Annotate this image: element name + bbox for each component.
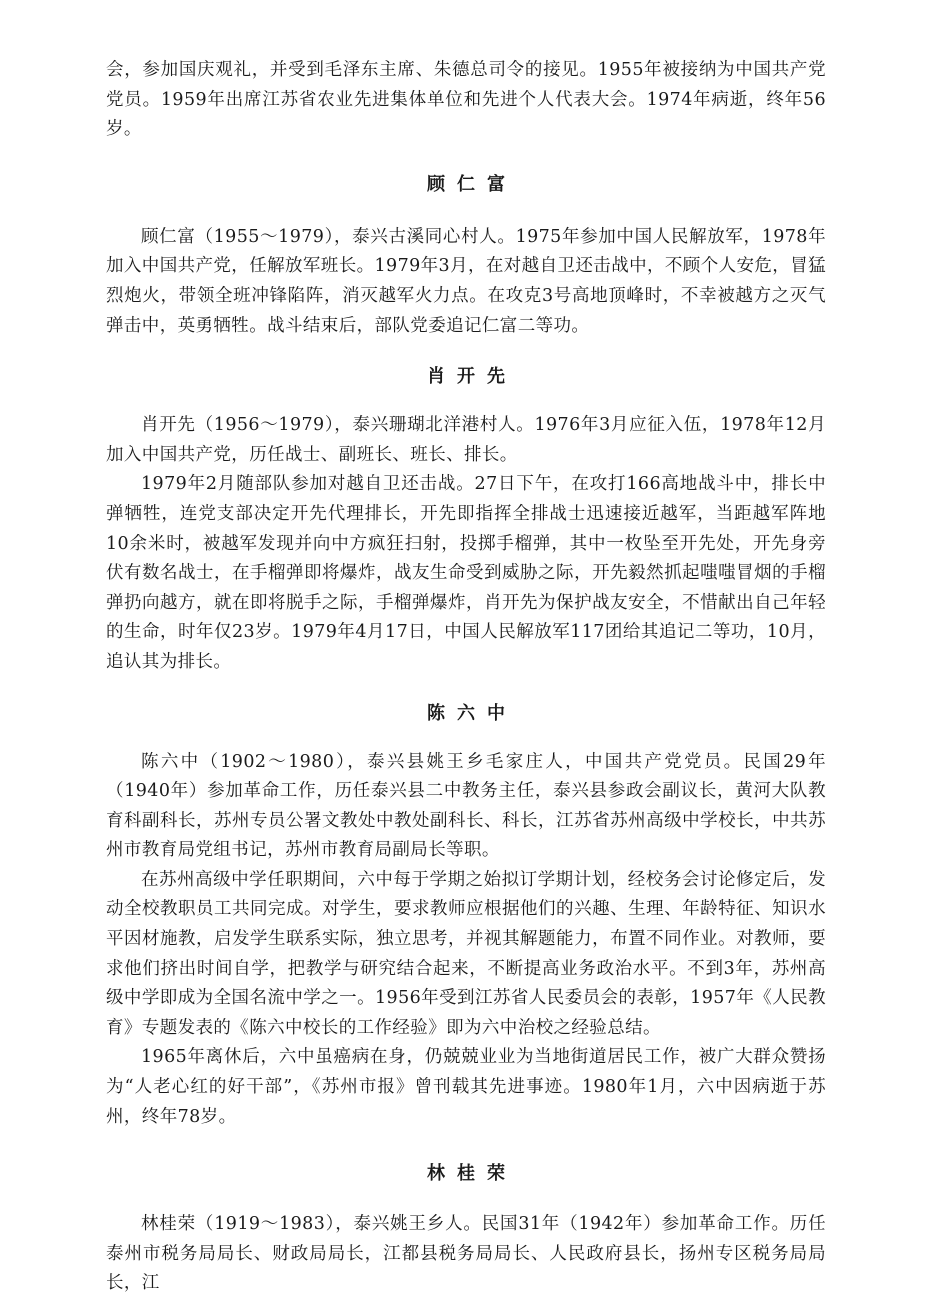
xiao-kaixian-paragraph-1: 肖开先（1956～1979），泰兴珊瑚北洋港村人。1976年3月应征入伍，1978年12月加入中国共产党，历任战士、副班长、班长、排长。	[106, 415, 826, 465]
section-title-gu-renfu: 顾仁富	[427, 173, 517, 195]
section-title-chen-liuzhong: 陈六中	[427, 702, 517, 724]
lin-guirong-paragraph-1: 林桂荣（1919～1983），泰兴姚王乡人。民国31年（1942年）参加革命工作。历任泰州市税务局局长、财政局局长，江都县税务局局长、人民政府县长，扬州专区税务局局长，江	[106, 1214, 826, 1294]
gu-renfu-paragraph-1: 顾仁富（1955～1979），泰兴古溪同心村人。1975年参加中国人民解放军，1978年加入中国共产党，任解放军班长。1979年3月，在对越自卫还击战中，不顾个人安危，冒猛烈炮火，带领全班冲锋陷阵，消灭越军火力点。在攻克3号高地顶峰时，不幸被越方之灭气弹击中，英勇牺牲。战斗结束后，部队党委追记仁富二等功。	[106, 226, 826, 336]
chen-liuzhong-paragraph-3: 1965年离休后，六中虽癌病在身，仍兢兢业业为当地街道居民工作，被广大群众赞扬为“人老心红的好干部”，《苏州市报》曾刊载其先进事迹。1980年1月，六中因病逝于苏州，终年78岁。	[106, 1047, 826, 1127]
intro-paragraph: 会，参加国庆观礼，并受到毛泽东主席、朱德总司令的接见。1955年被接纳为中国共产党党员。1959年出席江苏省农业先进集体单位和先进个人代表大会。1974年病逝，终年56岁。	[106, 60, 826, 140]
chen-liuzhong-paragraph-1: 陈六中（1902～1980），泰兴县姚王乡毛家庄人，中国共产党党员。民国29年（1940年）参加革命工作，历任泰兴县二中教务主任，泰兴县参政会副议长，黄河大队教育科副科长，苏州专员公署文教处中教处副科长、科长，江苏省苏州高级中学校长，中共苏州市教育局党组书记，苏州市教育局副局长等职。	[106, 751, 826, 861]
xiao-kaixian-paragraph-2: 1979年2月随部队参加对越自卫还击战。27日下午，在攻打166高地战斗中，排长中弹牺牲，连党支部决定开先代理排长，开先即指挥全排战士迅速接近越军，当距越军阵地10余米时，被越军发现并向中方疯狂扫射，投掷手榴弹，其中一枚坠至开先处，开先身旁伏有数名战士，在手榴弹即将爆炸，战友生命受到威胁之际，开先毅然抓起嗤嗤冒烟的手榴弹扔向越方，就在即将脱手之际，手榴弹爆炸，肖开先为保护战友安全，不惜献出自己年轻的生命，时年仅23岁。1979年4月17日，中国人民解放军117团给其追记二等功，10月，追认其为排长。	[106, 474, 826, 672]
section-title-lin-guirong: 林桂荣	[427, 1163, 517, 1185]
section-title-xiao-kaixian: 肖开先	[427, 366, 517, 388]
chen-liuzhong-paragraph-2: 在苏州高级中学任职期间，六中每于学期之始拟订学期计划，经校务会讨论修定后，发动全校教职员工共同完成。对学生，要求教师应根据他们的兴趣、生理、年龄特征、知识水平因材施教，启发学生联系实际，独立思考，并视其解题能力，布置不同作业。对教师，要求他们挤出时间自学，把教学与研究结合起来，不断提高业务政治水平。不到3年，苏州高级中学即成为全国名流中学之一。1956年受到江苏省人民委员会的表彰，1957年《人民教育》专题发表的《陈六中校长的工作经验》即为六中治校之经验总结。	[106, 869, 826, 1038]
